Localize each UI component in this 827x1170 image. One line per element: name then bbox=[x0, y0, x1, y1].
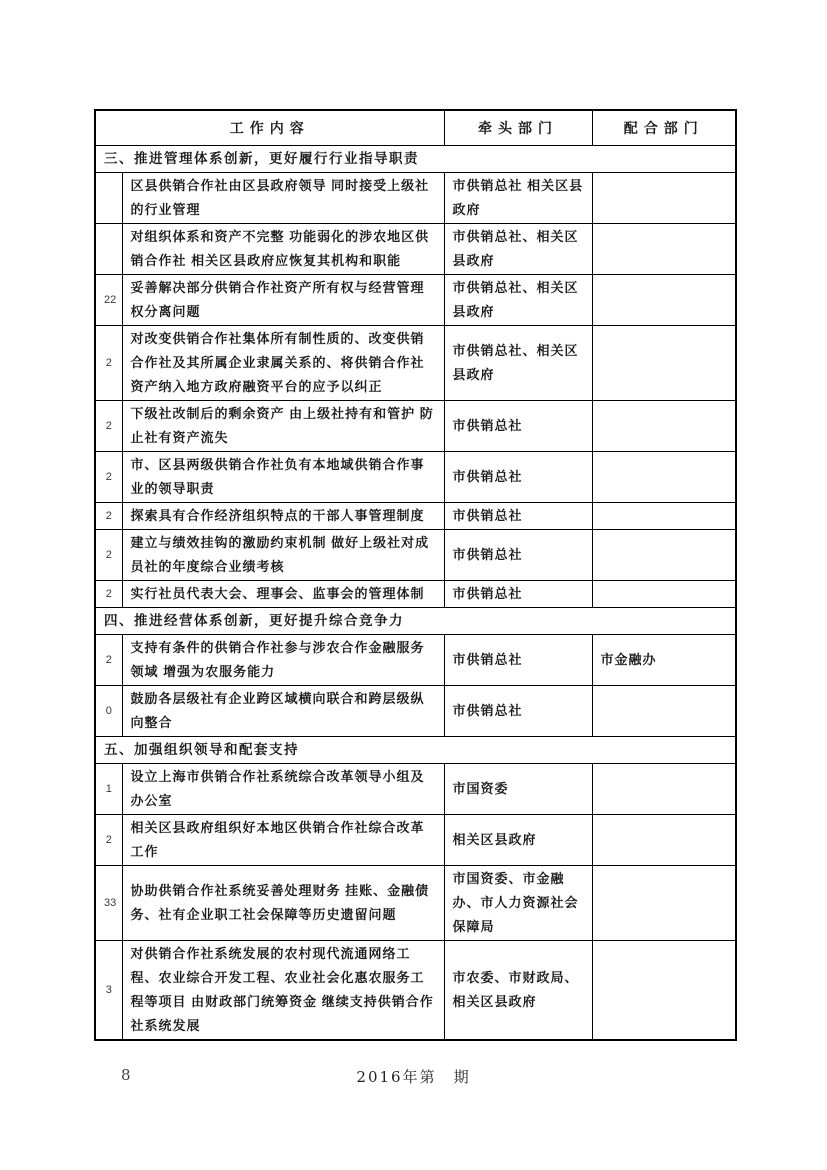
work-content-cell: 设立上海市供销合作社系统综合改革领导小组及办公室 bbox=[122, 764, 444, 815]
work-content-cell: 鼓励各层级社有企业跨区域横向联合和跨层级纵向整合 bbox=[122, 686, 444, 737]
table-row bbox=[95, 866, 736, 941]
table-row bbox=[95, 401, 736, 452]
table-row bbox=[95, 173, 736, 224]
support-dept-cell bbox=[592, 941, 736, 1041]
support-dept-cell bbox=[592, 224, 736, 275]
work-content-cell: 对供销合作社系统发展的农村现代流通网络工程、农业综合开发工程、农业社会化惠农服务工程等项目 由财政部门统筹资金 继续支持供销合作社系统发展 bbox=[122, 941, 444, 1041]
work-content-cell: 区县供销合作社由区县政府领导 同时接受上级社的行业管理 bbox=[122, 173, 444, 224]
row-number-cell: 2 bbox=[95, 326, 122, 401]
page-number: 8 bbox=[121, 1066, 131, 1084]
table-row bbox=[95, 815, 736, 866]
row-number-cell: 3 bbox=[95, 941, 122, 1041]
support-dept-cell: 市金融办 bbox=[592, 635, 736, 686]
work-content-cell: 对改变供销合作社集体所有制性质的、改变供销合作社及其所属企业隶属关系的、将供销合作社资产纳入地方政府融资平台的应予以纠正 bbox=[122, 326, 444, 401]
header-cell-work-content: 工作内容 bbox=[95, 110, 444, 146]
table-row bbox=[95, 686, 736, 737]
support-dept-cell bbox=[592, 173, 736, 224]
row-number-cell: 2 bbox=[95, 815, 122, 866]
lead-dept-cell: 市供销总社 bbox=[444, 401, 592, 452]
table-row bbox=[95, 941, 736, 1041]
row-number-cell: 22 bbox=[95, 275, 122, 326]
row-number-cell: 2 bbox=[95, 401, 122, 452]
row-number-cell: 0 bbox=[95, 686, 122, 737]
table-row bbox=[95, 635, 736, 686]
table-row bbox=[95, 224, 736, 275]
lead-dept-cell: 市供销总社 bbox=[444, 635, 592, 686]
lead-dept-cell: 市供销总社 bbox=[444, 503, 592, 530]
section-header-row bbox=[95, 737, 736, 764]
section-header-row bbox=[95, 146, 736, 173]
table-row bbox=[95, 764, 736, 815]
row-number-cell: 2 bbox=[95, 452, 122, 503]
row-number-cell: 2 bbox=[95, 635, 122, 686]
work-content-cell: 探索具有合作经济组织特点的干部人事管理制度 bbox=[122, 503, 444, 530]
issue-label: 2016年第 期 bbox=[356, 1068, 471, 1086]
section-header-cell: 四、推进经营体系创新，更好提升综合竞争力 bbox=[95, 608, 736, 635]
row-number-cell: 1 bbox=[95, 764, 122, 815]
row-number-cell: 2 bbox=[95, 581, 122, 608]
support-dept-cell bbox=[592, 503, 736, 530]
row-number-cell: 2 bbox=[95, 530, 122, 581]
support-dept-cell bbox=[592, 326, 736, 401]
table-row bbox=[95, 503, 736, 530]
lead-dept-cell: 市供销总社、相关区县政府 bbox=[444, 275, 592, 326]
lead-dept-cell: 市供销总社、相关区县政府 bbox=[444, 326, 592, 401]
work-content-cell: 实行社员代表大会、理事会、监事会的管理体制 bbox=[122, 581, 444, 608]
work-content-cell: 建立与绩效挂钩的激励约束机制 做好上级社对成员社的年度综合业绩考核 bbox=[122, 530, 444, 581]
lead-dept-cell: 市国资委、市金融办、市人力资源社会保障局 bbox=[444, 866, 592, 941]
table-body bbox=[95, 110, 736, 1040]
lead-dept-cell: 市供销总社 bbox=[444, 530, 592, 581]
header-cell-support-dept: 配合部门 bbox=[592, 110, 736, 146]
lead-dept-cell: 市供销总社 相关区县政府 bbox=[444, 173, 592, 224]
work-plan-table bbox=[94, 109, 737, 1041]
section-header-cell: 五、加强组织领导和配套支持 bbox=[95, 737, 736, 764]
row-number-cell: 2 bbox=[95, 503, 122, 530]
support-dept-cell bbox=[592, 275, 736, 326]
row-number-cell bbox=[95, 224, 122, 275]
support-dept-cell bbox=[592, 815, 736, 866]
table-row bbox=[95, 275, 736, 326]
table-row bbox=[95, 530, 736, 581]
lead-dept-cell: 市国资委 bbox=[444, 764, 592, 815]
row-number-cell: 33 bbox=[95, 866, 122, 941]
support-dept-cell bbox=[592, 764, 736, 815]
table-row bbox=[95, 452, 736, 503]
section-header-cell: 三、推进管理体系创新，更好履行行业指导职责 bbox=[95, 146, 736, 173]
section-header-row bbox=[95, 608, 736, 635]
support-dept-cell bbox=[592, 581, 736, 608]
work-content-cell: 市、区县两级供销合作社负有本地域供销合作事业的领导职责 bbox=[122, 452, 444, 503]
support-dept-cell bbox=[592, 530, 736, 581]
lead-dept-cell: 市供销总社 bbox=[444, 686, 592, 737]
work-content-cell: 支持有条件的供销合作社参与涉农合作金融服务领域 增强为农服务能力 bbox=[122, 635, 444, 686]
support-dept-cell bbox=[592, 866, 736, 941]
lead-dept-cell: 市农委、市财政局、相关区县政府 bbox=[444, 941, 592, 1041]
lead-dept-cell: 市供销总社、相关区县政府 bbox=[444, 224, 592, 275]
work-content-cell: 对组织体系和资产不完整 功能弱化的涉农地区供销合作社 相关区县政府应恢复其机构和职能 bbox=[122, 224, 444, 275]
table-header-row bbox=[95, 110, 736, 146]
support-dept-cell bbox=[592, 401, 736, 452]
work-content-cell: 下级社改制后的剩余资产 由上级社持有和管护 防止社有资产流失 bbox=[122, 401, 444, 452]
table-row bbox=[95, 326, 736, 401]
lead-dept-cell: 市供销总社 bbox=[444, 452, 592, 503]
lead-dept-cell: 市供销总社 bbox=[444, 581, 592, 608]
support-dept-cell bbox=[592, 686, 736, 737]
table-row bbox=[95, 581, 736, 608]
row-number-cell bbox=[95, 173, 122, 224]
work-content-cell: 相关区县政府组织好本地区供销合作社综合改革工作 bbox=[122, 815, 444, 866]
header-cell-lead-dept: 牵头部门 bbox=[444, 110, 592, 146]
work-content-cell: 协助供销合作社系统妥善处理财务 挂账、金融债务、社有企业职工社会保障等历史遗留问题 bbox=[122, 866, 444, 941]
support-dept-cell bbox=[592, 452, 736, 503]
lead-dept-cell: 相关区县政府 bbox=[444, 815, 592, 866]
work-content-cell: 妥善解决部分供销合作社资产所有权与经营管理权分离问题 bbox=[122, 275, 444, 326]
